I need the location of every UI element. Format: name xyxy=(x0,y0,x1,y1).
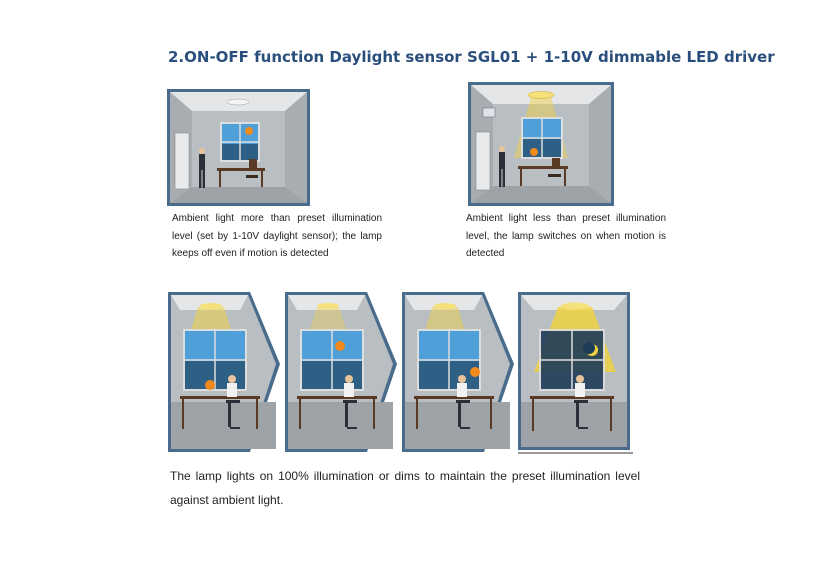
caption-lamp-on-motion: Ambient light less than preset illumination level, the lamp switches on when motion is detected xyxy=(466,213,666,259)
sun-icon xyxy=(245,127,253,135)
desk xyxy=(518,166,568,169)
door xyxy=(476,132,490,190)
door xyxy=(175,133,189,189)
desk xyxy=(530,396,614,399)
wall-picture xyxy=(483,108,495,117)
sequence-panel-1 xyxy=(168,292,282,452)
sun-icon xyxy=(335,341,345,351)
motion-sensor-icon xyxy=(530,148,538,156)
sequence-panel-4 xyxy=(518,292,633,454)
caption-lamp-off: Ambient light more than preset illumination level (set by 1-10V daylight sensor); the lamp keeps off even if motion is detected xyxy=(172,213,382,259)
sun-icon xyxy=(205,380,215,390)
sequence-panel-3 xyxy=(402,292,516,452)
desk xyxy=(217,168,265,171)
caption-sequence: The lamp lights on 100% illumination or dims to maintain the preset illumination level against ambient light. xyxy=(170,469,640,507)
ceiling-lamp xyxy=(561,303,589,310)
desk xyxy=(414,396,494,399)
desk xyxy=(180,396,260,399)
ceiling-lamp xyxy=(227,99,249,105)
page-title: 2.ON-OFF function Daylight sensor SGL01 + 1-10V dimmable LED driver xyxy=(168,48,775,66)
ceiling-lamp xyxy=(317,303,339,309)
sun-icon xyxy=(470,367,480,377)
ceiling-lamp xyxy=(528,92,554,99)
ceiling-lamp xyxy=(434,303,456,309)
scene-lamp-on-motion xyxy=(468,82,614,206)
scene-lamp-off xyxy=(167,89,310,206)
desk xyxy=(297,396,377,399)
sequence-panel-2 xyxy=(285,292,399,452)
ceiling-lamp xyxy=(200,303,222,309)
